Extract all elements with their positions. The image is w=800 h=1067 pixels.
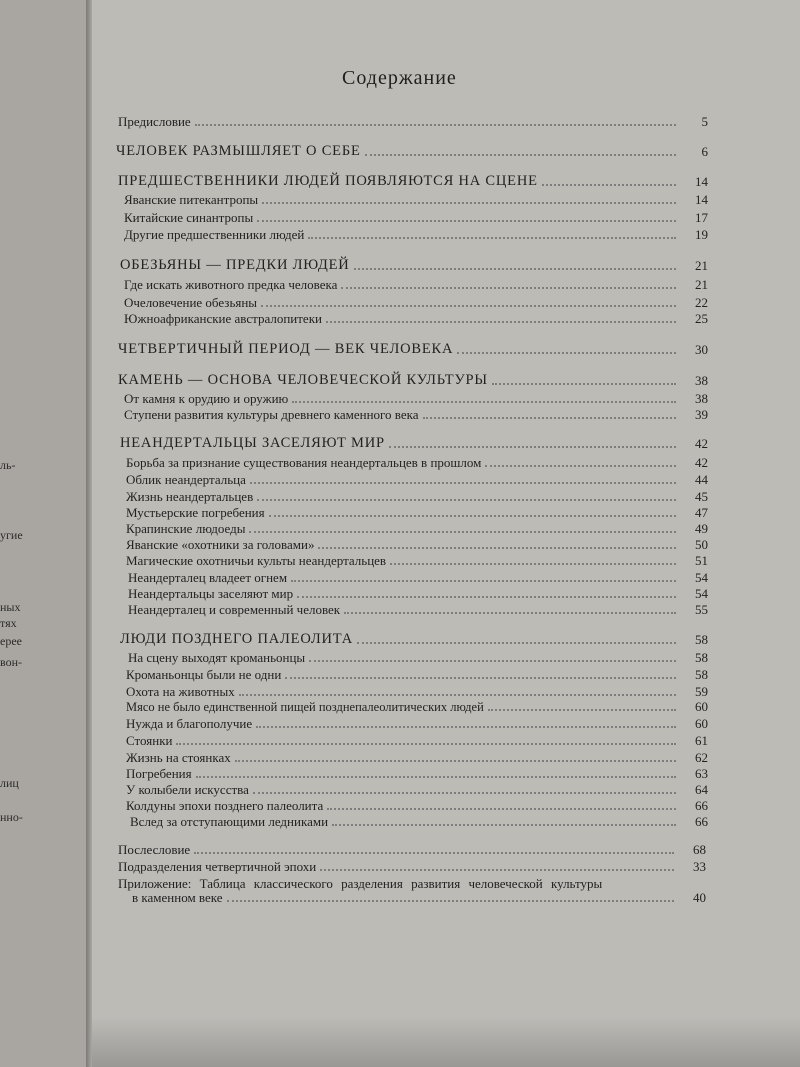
toc-entry-title: На сцену выходят кроманьонцы [128,650,306,665]
toc-entry-title: Кроманьонцы были не одни [126,667,282,682]
toc-entry-page: 45 [695,489,708,504]
toc-entry [126,714,708,732]
toc-entry-title: Мустьерские погребения [126,505,265,520]
toc-entry-page: 59 [695,684,708,699]
toc-entry-page: 58 [695,667,708,682]
toc-entry-title: Яванские «охотники за головами» [126,537,315,552]
toc-entry-title: КАМЕНЬ — ОСНОВА ЧЕЛОВЕЧЕСКОЙ КУЛЬТУРЫ [118,372,488,388]
left-fragment: ль- [0,458,16,472]
toc-entry-title: Мясо не было единственной пищей позднепалеолитических людей [126,700,484,714]
toc-entry [124,190,708,208]
toc-entry-page: 50 [695,537,708,552]
toc-entry-page: 66 [695,814,708,829]
toc-entry-page: 64 [695,782,708,797]
toc-entry [126,731,708,749]
toc-entry-title: У колыбели искусства [126,782,249,797]
toc-entry [126,665,708,683]
toc-entry-page: 44 [695,472,708,487]
toc-entry-title: Неандертальцы заселяют мир [128,586,294,601]
toc-entry-page: 61 [695,733,708,748]
toc-entry-title: Облик неандертальца [126,472,246,487]
toc-entry [126,470,708,488]
toc-entry [126,697,708,715]
toc-chapter [116,142,708,160]
toc-entry [124,275,708,293]
left-fragment: нно- [0,810,23,824]
toc-entry-title: Приложение: Таблица классического разделения развития человеческой культуры [118,876,603,891]
left-page-edge [0,0,92,1067]
toc-entry-title: От камня к орудию и оружию [124,391,289,406]
toc-entry-page: 47 [695,505,708,520]
toc-entry-appendix-continuation [132,888,706,906]
toc-entry-page: 60 [695,716,708,731]
left-fragment: ерее [0,634,22,648]
toc-chapter [118,371,708,389]
toc-entry-page: 55 [695,602,708,617]
toc-entry [124,225,708,243]
toc-entry-page: 54 [695,586,708,601]
left-fragment: угие [0,528,23,542]
toc-entry-page: 51 [695,553,708,568]
toc-entry-title: Вслед за отступающими ледниками [130,814,329,829]
toc-entry-title: Жизнь на стоянках [126,750,231,765]
toc-entry-page: 38 [695,373,708,388]
toc-entry-page: 21 [695,277,708,292]
toc-entry-page: 14 [695,174,708,189]
toc-entry-title: Колдуны эпохи позднего палеолита [126,798,324,813]
toc-entry-page: 54 [695,570,708,585]
toc-entry-title: ПРЕДШЕСТВЕННИКИ ЛЮДЕЙ ПОЯВЛЯЮТСЯ НА СЦЕНЕ [118,173,538,189]
toc-entry-page: 63 [695,766,708,781]
toc-entry-page: 25 [695,311,708,326]
toc-entry-page: 58 [695,650,708,665]
contents-page [92,0,800,1067]
toc-entry-page: 30 [695,342,708,357]
toc-entry-page: 6 [701,144,708,159]
toc-entry [128,600,708,618]
toc-entry-title: Очеловечение обезьяны [124,295,258,310]
toc-entry [128,648,708,666]
toc-entry-title: НЕАНДЕРТАЛЬЦЫ ЗАСЕЛЯЮТ МИР [120,435,385,451]
toc-entry-title: Другие предшественники людей [124,227,305,242]
toc-entry-title: Ступени развития культуры древнего каменного века [124,407,419,422]
toc-entry-page: 62 [695,750,708,765]
toc-chapter [120,434,708,452]
toc-entry [126,453,708,471]
left-fragment: лиц [0,776,19,790]
toc-entry-title: ЧЕТВЕРТИЧНЫЙ ПЕРИОД — ВЕК ЧЕЛОВЕКА [118,341,454,357]
toc-entry-page: 17 [695,210,708,225]
toc-entry-title: в каменном веке [132,890,223,905]
toc-entry-page: 14 [695,192,708,207]
toc-entry [126,551,708,569]
toc-entry-page: 22 [695,295,708,310]
toc-entry-page: 40 [693,890,706,905]
toc-entry [124,208,708,226]
toc-entry-title: Магические охотничьи культы неандертальцев [126,553,387,568]
toc-entry-title: Послесловие [118,842,191,857]
toc-entry-page: 42 [695,436,708,451]
toc-entry [124,405,708,423]
toc-entry-title: Охота на животных [126,684,235,699]
toc-entry [118,857,706,875]
toc-entry-title: Подразделения четвертичной эпохи [118,859,317,874]
toc-chapter [118,340,708,358]
toc-entry [130,812,708,830]
page-title: Содержание [342,67,457,89]
toc-entry-title: Стоянки [126,733,173,748]
toc-chapter [120,256,708,274]
toc-entry-title: Китайские синантропы [124,210,254,225]
toc-entry-page: 33 [693,859,706,874]
toc-entry-title: Нужда и благополучие [126,716,253,731]
toc-entry-title: ЧЕЛОВЕК РАЗМЫШЛЯЕТ О СЕБЕ [116,143,361,159]
left-fragment: ных [0,600,21,614]
toc-chapter [118,172,708,190]
toc-entry-page: 19 [695,227,708,242]
toc-entry-page: 5 [701,114,708,129]
toc-entry-page: 58 [695,632,708,647]
toc-entry-page: 49 [695,521,708,536]
toc-entry-title: Предисловие [118,114,191,129]
toc-entry-title: Неандерталец и современный человек [128,602,341,617]
left-fragment: тях [0,616,17,630]
toc-entry-title: Борьба за признание существования неандертальцев в прошлом [126,455,482,470]
toc-entry-title: Где искать животного предка человека [124,277,338,292]
toc-entry [118,840,706,858]
toc-entry-page: 60 [695,699,708,714]
toc-entry-page: 38 [695,391,708,406]
toc-entry-title: ЛЮДИ ПОЗДНЕГО ПАЛЕОЛИТА [120,631,353,647]
toc-entry [118,112,708,130]
toc-entry-title: Крапинские людоеды [126,521,246,536]
toc-entry [124,309,708,327]
toc-entry-page: 68 [693,842,706,857]
toc-entry-page: 39 [695,407,708,422]
toc-entry-title: ОБЕЗЬЯНЫ — ПРЕДКИ ЛЮДЕЙ [120,257,350,273]
toc-entry-title: Южноафриканские австралопитеки [124,311,322,326]
toc-entry-page: 21 [695,258,708,273]
toc-entry-title: Неандерталец владеет огнем [128,570,288,585]
toc-entry-page: 42 [695,455,708,470]
toc-entry-page: 66 [695,798,708,813]
toc-entry-title: Погребения [126,766,192,781]
toc-entry-title: Яванские питекантропы [124,192,259,207]
toc-entry-title: Жизнь неандертальцев [126,489,254,504]
left-fragment: вон- [0,655,23,669]
toc-chapter [120,630,708,648]
